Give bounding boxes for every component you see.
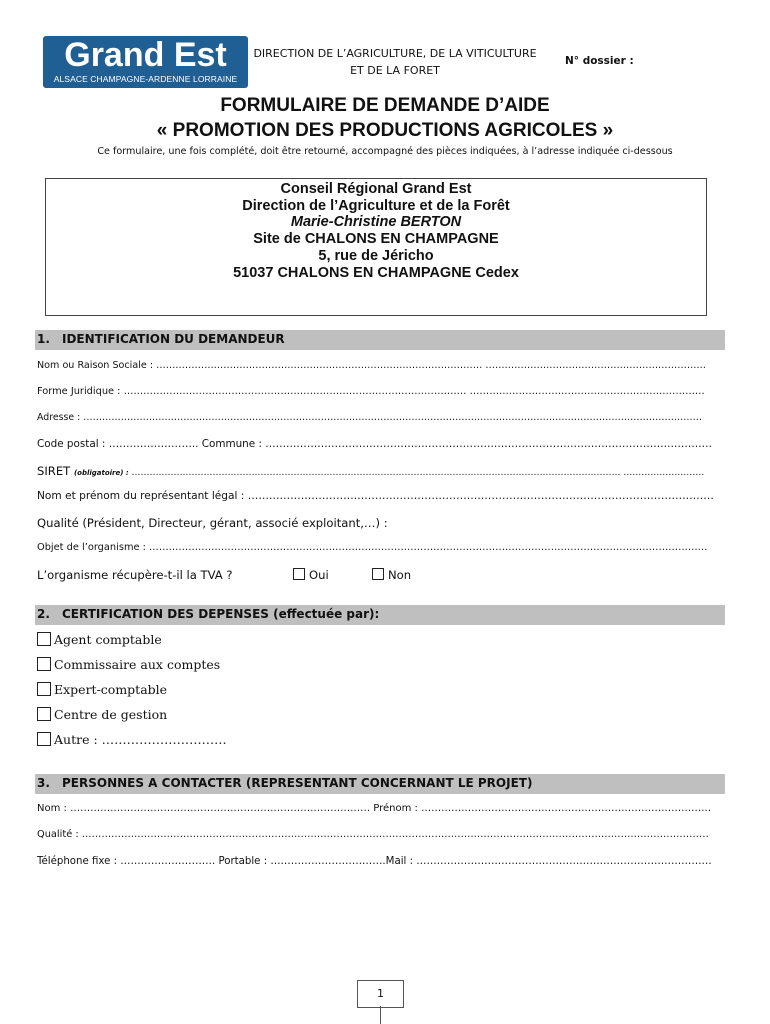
direction-line-1: DIRECTION DE L’AGRICULTURE, DE LA VITICULTURE [253,47,537,60]
section-title: PERSONNES A CONTACTER (REPRESENTANT CONCERNANT LE PROJET) [62,776,533,790]
tva-oui-option[interactable] [293,568,329,582]
logo-tagline: ALSACE CHAMPAGNE-ARDENNE LORRAINE [53,74,238,84]
section-number: 2. [37,607,50,621]
tva-question: L’organisme récupère-t-il la TVA ? [37,568,233,582]
representant-legal-field[interactable]: Nom et prénom du représentant légal : …………………………………………………………………………………………………………………… [37,490,714,502]
checkbox-icon[interactable] [37,657,51,671]
checkbox-icon[interactable] [372,568,384,580]
checkbox-icon[interactable] [37,732,51,746]
address-line: 5, rue de Jéricho [318,248,434,264]
section-1-header [35,330,725,350]
option-label: Centre de gestion [54,707,168,722]
form-title-line-1: FORMULAIRE DE DEMANDE D’AIDE [220,95,550,116]
checkbox-icon[interactable] [37,682,51,696]
checkbox-icon[interactable] [293,568,305,580]
section-number: 3. [37,776,50,790]
certification-option-agent-comptable[interactable] [37,632,162,647]
section-2-header [35,605,725,625]
tva-non-option[interactable] [372,568,411,582]
contact-qualite-field[interactable]: Qualité : ………………………………………………………………………………………………………………………………………………………………………… [37,829,709,840]
siret-field[interactable] [37,464,704,478]
checkbox-icon[interactable] [37,707,51,721]
address-box [45,178,707,316]
certification-option-centre-gestion[interactable] [37,707,167,722]
option-label: Autre : ………………………… [54,732,227,747]
tva-oui-label: Oui [309,568,329,582]
page-number: 1 [357,980,404,1008]
objet-organisme-field[interactable]: Objet de l’organisme : ……………………………………………………………………………………………………………………………………………………… [37,542,708,553]
forme-juridique-field[interactable]: Forme Juridique : …………………………………………………………………………………………… ……………………………………………………………… [37,386,705,397]
form-intro: Ce formulaire, une fois complété, doit être retourné, accompagné des pièces indiquées, à l’adresse indiquée ci-dessous [97,146,673,157]
contact-nom-prenom-field[interactable]: Nom : ……………………………………………………………………………… Prénom : …………………………………………………………………………… [37,803,712,814]
form-title-line-2: « PROMOTION DES PRODUCTIONS AGRICOLES » [156,120,614,141]
option-label: Expert-comptable [54,682,168,697]
certification-option-commissaire[interactable] [37,657,220,672]
siret-dots: ………………………………………………………………………………………………………………………………………………. ……………………… [128,468,705,478]
page-divider [380,1006,381,1024]
certification-option-autre[interactable] [37,732,227,747]
contact-telephone-field[interactable]: Téléphone fixe : ………………………. Portable : …………………………….Mail : …………………………………………………………………………… [37,856,712,867]
section-title: CERTIFICATION DES DEPENSES (effectuée par): [62,607,380,621]
logo-name: Grand Est [64,36,227,74]
direction-heading [240,45,550,79]
qualite-field[interactable]: Qualité (Président, Directeur, gérant, associé exploitant,…) : [37,516,388,530]
direction-line-2: ET DE LA FORET [350,64,440,77]
dossier-number-label: N° dossier : [565,55,634,67]
section-number: 1. [37,332,50,346]
option-label: Commissaire aux comptes [54,657,221,672]
section-title: IDENTIFICATION DU DEMANDEUR [62,332,285,346]
siret-label: SIRET [37,464,71,478]
nom-raison-sociale-field[interactable]: Nom ou Raison Sociale : ………………………………………………………………………………………… …………………………………………………………… [37,360,707,371]
adresse-field[interactable]: Adresse : ……………………………………………………………………………………………………………………………………………………………………………… [37,412,703,423]
tva-non-label: Non [388,568,412,582]
certification-option-expert-comptable[interactable] [37,682,167,697]
address-line: Conseil Régional Grand Est [280,181,472,197]
checkbox-icon[interactable] [37,632,51,646]
address-line: Marie-Christine BERTON [290,214,462,230]
option-label: Agent comptable [54,632,162,647]
address-line: 51037 CHALONS EN CHAMPAGNE Cedex [233,265,519,281]
address-line: Site de CHALONS EN CHAMPAGNE [253,231,499,247]
section-3-header [35,774,725,794]
code-postal-commune-field[interactable]: Code postal : …………………….. Commune : ………………………………………………………………………………………………………………… [37,438,713,450]
siret-note: (obligatoire) : [73,469,129,477]
address-line: Direction de l’Agriculture et de la Forêt [242,198,510,214]
grand-est-logo [43,36,248,88]
